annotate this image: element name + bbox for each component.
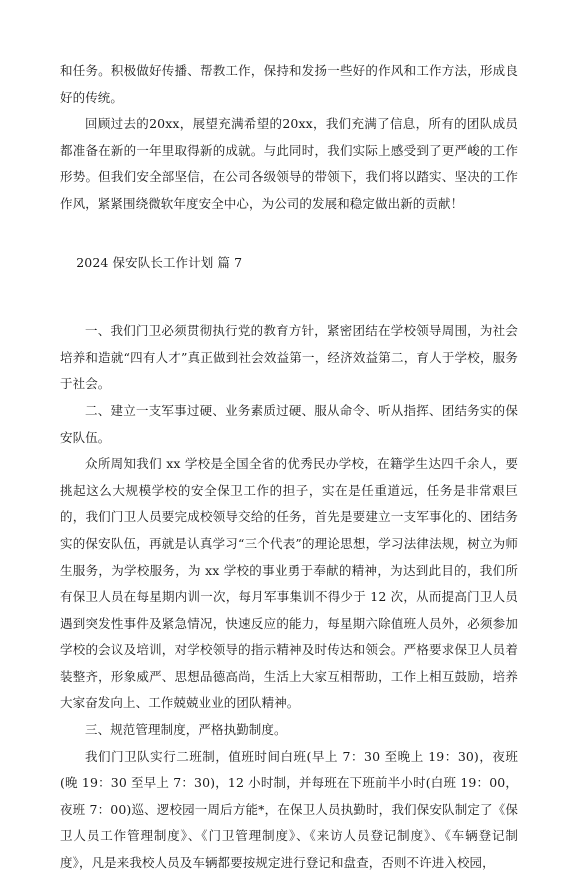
section-title: 2024 保安队长工作计划 篇 7 xyxy=(76,254,243,270)
paragraph: 三、规范管理制度，严格执勤制度。 xyxy=(85,722,287,738)
paragraph: 我们门卫队实行二班制，值班时间白班(早上 7：30 至晚上 19：30)，夜班(晚 19：30 至早上 7：30)，12 小时制，并每班在下班前半小时(白班 19：00，夜班 7：00)巡、逻校园一周后方能*，在保卫人员执勤时，我们保安队制定了《保卫人员工作管理制度》、《门卫管理制度》、《来访人员登记制度》、《车辆登记制度》，凡是来我校人员及车辆都要按规定进行登记和盘查，否则不许进入校园， xyxy=(60,748,518,871)
document-page xyxy=(60,58,518,877)
paragraph: 和任务。积极做好传播、帮教工作，保持和发扬一些好的作风和工作方法，形成良好的传统。 xyxy=(60,63,518,105)
paragraph: 二、建立一支军事过硬、业务素质过硬、服从命令、听从指挥、团结务实的保安队伍。 xyxy=(60,402,518,445)
paragraph: 回顾过去的20xx，展望充满希望的20xx，我们充满了信息，所有的团队成员都准备在新的一年里取得新的成就。与此同时，我们实际上感受到了更严峻的工作形势。但我们安全部坚信，在公司各级领导的带领下，我们将以踏实、坚决的工作作风，紧紧围绕微软年度安全中心，为公司的发展和稳定做出新的贡献！ xyxy=(60,116,518,211)
paragraph: 众所周知我们 xx 学校是全国全省的优秀民办学校，在籍学生达四千余人，要挑起这么大规模学校的安全保卫工作的担子，实在是任重道远，任务是非常艰巨的，我们门卫人员要完成校领导交给的任务，首先是要建立一支军事化的、团结务实的保安队伍，再就是认真学习“三个代表”的理论思想，学习法律法规，树立为师生服务，为学校服务，为 xx 学校的事业勇于奉献的精神，为达到此目的，我们所有保卫人员在每星期内训一次，每月军事集训不得少于 12 次，从而提高门卫人员遇到突发性事件及紧急情况，快速反应的能力，每星期六除值班人员外，必须参加学校的会议及培训，对学校领导的指示精神及时传达和领会。严格要求保卫人员着装整齐，形象威严、思想品德高尚，生活上大家互相帮助，工作上相互鼓励，培养大家奋发向上、工作兢兢业业的团队精神。 xyxy=(60,456,518,711)
paragraph: 一、我们门卫必须贯彻执行党的教育方针，紧密团结在学校领导周围，为社会培养和造就“四有人才”真正做到社会效益第一，经济效益第二，育人于学校，服务于社会。 xyxy=(60,323,518,392)
